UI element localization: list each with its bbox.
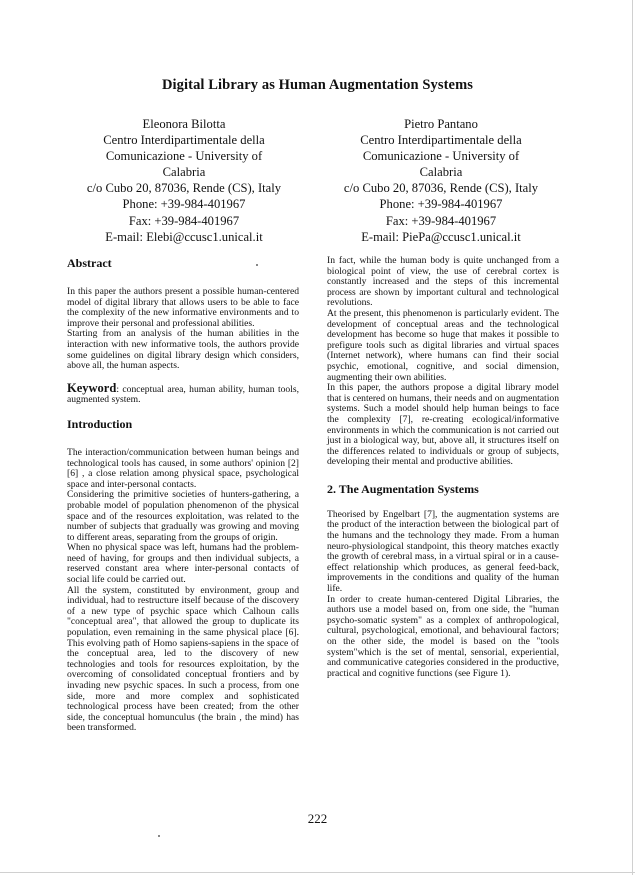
page-number: 222 [307,811,328,826]
section-2-heading: 2. The Augmentation Systems [327,481,479,496]
keywords-line [67,380,299,406]
author-affiliation: Calabria [419,165,463,180]
author-fax: Fax: +39-984-401967 [128,213,240,228]
abstract-paragraph: Starting from an analysis of the human abilities in the interaction with new informative tools, the authors provide some guidelines on digital library design which considers, above all, the human aspects. [67,328,299,372]
body-paragraph: At the present, this phenomenon is particularly evident. The development of conceptual areas and the technological development has become so huge that makes it possible to prefigure tools such as digital libraries and virtual spaces (Internet network), where humans can find their social psychic, emotional, cognitive, and social dimension, augmenting their own abilities. [327,307,559,383]
abstract-heading: Abstract [67,256,112,270]
keywords-text: : conceptual area, human ability, human tools, augmented system. [67,383,299,406]
body-paragraph: In this paper, the authors propose a digital library model that is centered on humans, their needs and on augmentation systems. Such a model should help human beings to face the complexity [7], re-creating ecological/informative environments in which the communication is not carried out just in a biological way, but, above all, it structures itself on the differences related to individuals or group of subjects, developing their mental and productive abilities. [327,382,559,468]
page-edge-bottom [0,872,635,873]
author-phone: Phone: +39-984-401967 [379,197,503,212]
author-name: Eleonora Bilotta [142,117,226,131]
abstract-paragraph: In this paper the authors present a possible human-centered model of digital library that allows users to be able to face the complexity of the new informative environments and to improve their personal and professional abilities. [67,286,299,329]
keywords-label: Keyword [67,380,117,395]
paper-title: Digital Library as Human Augmentation Systems [161,77,474,93]
author-affiliation: Comunicazione - University of [105,149,263,164]
introduction-heading: Introduction [67,416,133,431]
author-affiliation: Calabria [162,165,206,180]
author-email: E-mail: Elebi@ccusc1.unical.it [105,229,263,244]
left-column [67,256,299,734]
introduction-paragraph: When no physical space was left, humans had the problem-need of having, for groups and then individual subjects, a reserved constant area where inter-personal contacts of social life could be carried out. [67,542,299,586]
author-fax: Fax: +39-984-401967 [385,213,497,228]
scan-speck [158,835,160,837]
author-email: E-mail: PiePa@ccusc1.unical.it [361,229,521,244]
section-2-paragraph: In order to create human-centered Digital Libraries, the authors use a model based on, from one side, the "human psycho-somatic system" as a complex of anthropological, cultural, psychological, emotional, and behavioural factors; on the other side, the model is based on the "tools system"which is the set of mental, sensorial, experiential, and communicative categories considered in the productive, practical and cognitive functions (see Figure 1). [327,593,559,679]
author-affiliation: Comunicazione - University of [362,149,520,164]
author-affiliation: Centro Interdipartimentale della [103,133,265,148]
author-block-2 [316,116,566,245]
introduction-paragraph: The interaction/communication between human beings and technological tools has caused, in some authors' opinion [2] [6] , a close relation among physical space, psychological space and inter-personal contacts. [67,446,299,490]
introduction-paragraph: All the system, constituted by environment, group and individual, had to restructure itself because of the discovery of a new type of psychic space which Calhoun calls "conceptual area", that allowed the group to duplicate its population, even remaining in the same physical place [6]. This evolving path of Homo sapiens-sapiens in the space of the conceptual area, led to the discovery of new technologies and tools for resources exploitation, by the overcoming of consolidated conceptual frontiers and by invading new psychic spaces. In such a process, from one side, more and more complex and sophisticated technological process have been created; from the other side, the conceptual homunculus (the brain , the mind) has been transformed. [67,584,299,734]
author-address: c/o Cubo 20, 87036, Rende (CS), Italy [343,181,539,196]
right-column [327,256,559,679]
author-address: c/o Cubo 20, 87036, Rende (CS), Italy [86,181,282,196]
section-2-paragraph: Theorised by Engelbart [7], the augmentation systems are the product of the interaction between the biological part of the humans and the technology they made. From a human neuro-physiological standpoint, this theory matches exactly the growth of cerebral mass, in a virtual spiral or in a cause-effect relationship which produces, as general feed-back, improvements in the conditions and quality of the human life. [327,508,559,595]
author-name: Pietro Pantano [404,117,478,131]
author-block-1 [59,116,309,245]
author-affiliation: Centro Interdipartimentale della [360,133,522,148]
introduction-paragraph: Considering the primitive societies of hunters-gathering, a probable model of population phenomenon of the physical space and of the resources exploitation, was related to the number of subjects that gradually was growing and moving to different areas, separating from the groups of origin. [67,489,299,543]
page-edge-right [632,0,633,875]
author-phone: Phone: +39-984-401967 [122,197,246,212]
body-paragraph: In fact, while the human body is quite unchanged from a biological point of view, the use of cerebral cortex is constantly increased and the steps of this incremental process are shown by important cultural and technological revolutions. [327,255,559,309]
